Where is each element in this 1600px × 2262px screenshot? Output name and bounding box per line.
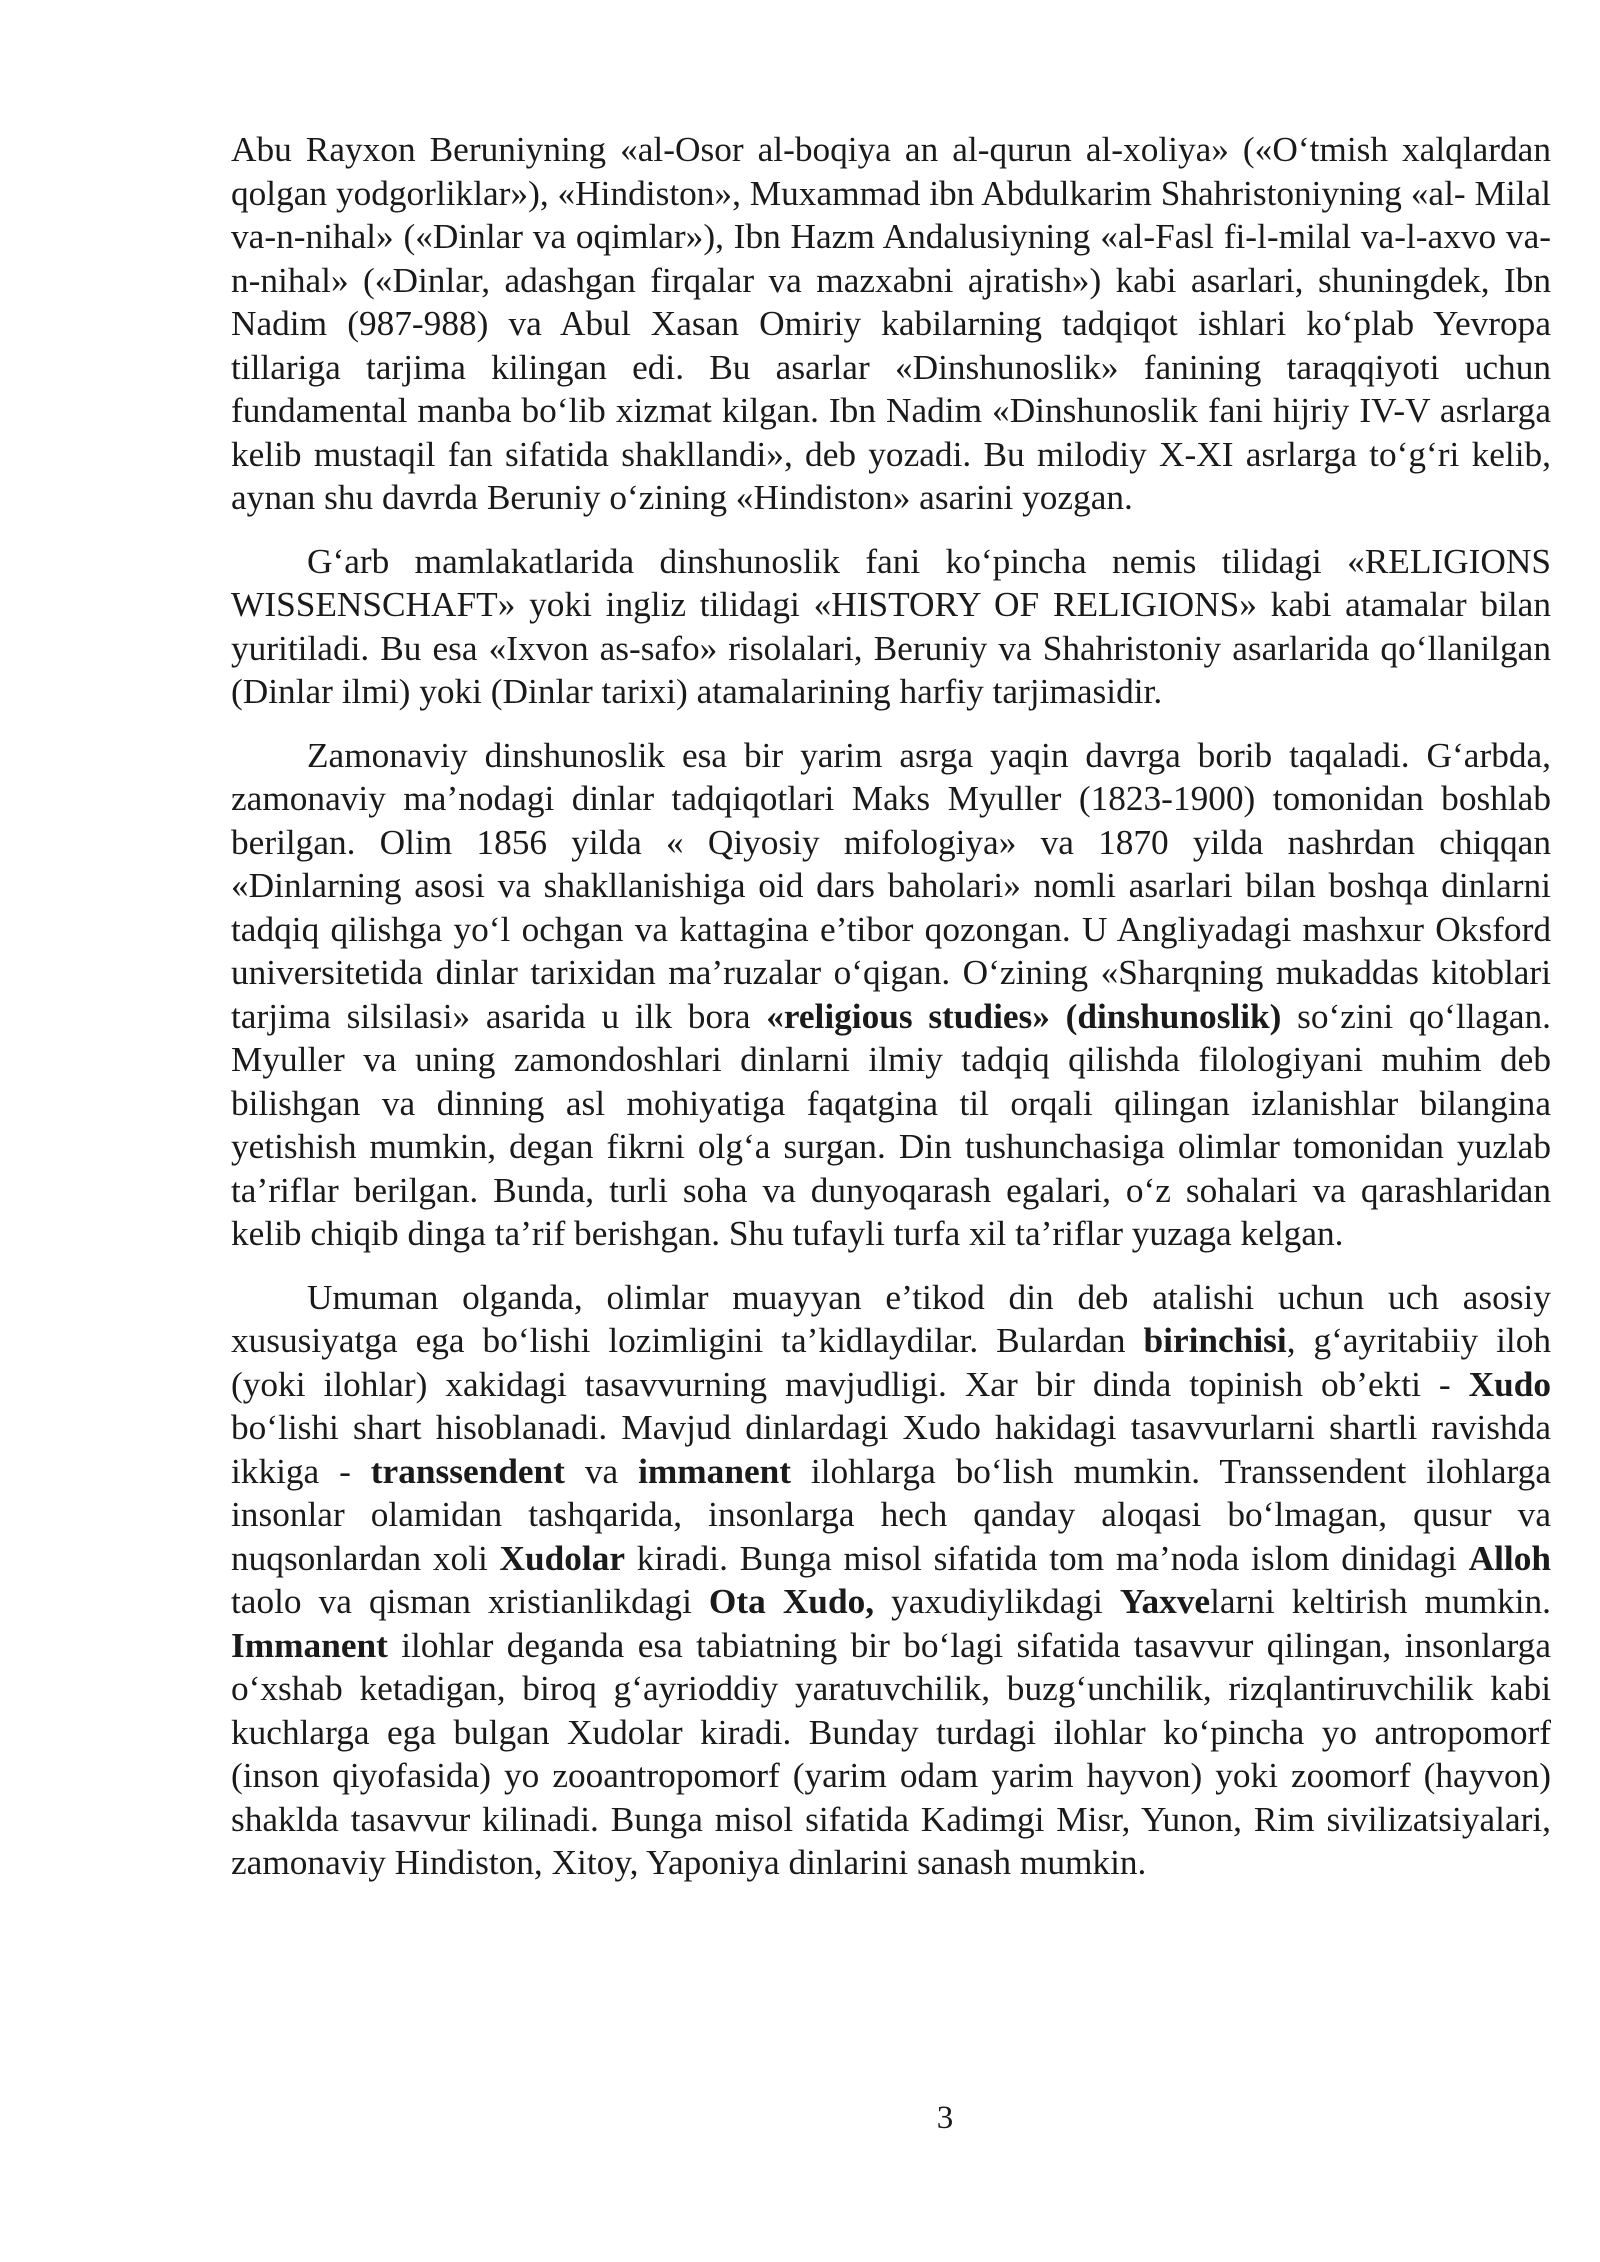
- paragraph-4-text-9: larni keltirish mumkin.: [1210, 1582, 1552, 1621]
- paragraph-4-text-10: ilohlar deganda esa tabiatning bir bo‘lagi sifatida tasavvur qilingan, insonlarga o‘xshab ketadigan, biroq g‘ayrioddiy yaratuvchilik, buzg‘unchilik, rizqlantiruvchilik kabi kuchlarga ega bulgan Xudolar kiradi. Bunday turdagi ilohlar ko‘pincha yo antropomorf (inson qiyofasida) yo zooantropomorf (yarim odam yarim hayvon) yoki zoomorf (hayvon) shaklda tasavvur kilinadi. Bunga misol sifatida Kadimgi Misr, Yunon, Rim sivilizatsiyalari, zamonaviy Hindiston, Xitoy, Yaponiya dinlarini sanash mumkin.: [231, 1625, 1551, 1882]
- document-page-body: [231, 128, 1551, 1905]
- paragraph-4-bold-6: Alloh: [1468, 1538, 1551, 1578]
- paragraph-4-text-4: va: [564, 1451, 639, 1491]
- paragraph-4-text-2: , g‘ayritabiiy iloh (yoki ilohlar) xakidagi tasavvurning mavjudligi. Xar bir dinda topinish ob’ekti -: [231, 1321, 1552, 1404]
- paragraph-1: [231, 128, 1551, 520]
- paragraph-4-bold-8: Yaxve: [1119, 1582, 1211, 1621]
- paragraph-4-text-1: Umuman olganda, olimlar muayyan e’tikod din deb atalishi uchun uch asosiy xususiyatga ega bo‘lishi lozimligini ta’kidlaydilar. Bulardan: [231, 1277, 1551, 1360]
- paragraph-1-text: Abu Rayxon Beruniyning «al-Osor al-boqiya an al-qurun al-xoliya» («O‘tmish xalqlardan qolgan yodgorliklar»), «Hindiston», Muxammad ibn Abdulkarim Shahristoniyning «al- Milal va-n-nihal» («Dinlar va oqimlar»), Ibn Hazm Andalusiyning «al-Fasl fi-l-milal va-l-axvo va-n-nihal» («Dinlar, adashgan firqalar va mazxabni ajratish») kabi asarlari, shuningdek, Ibn Nadim (987-988) va Abul Xasan Omiriy kabilarning tadqiqot ishlari ko‘plab Yevropa tillariga tarjima kilingan edi. Bu asarlar «Dinshunoslik» fanining taraqqiyoti uchun fundamental manba bo‘lib xizmat kilgan. Ibn Nadim «Dinshunoslik fani hijriy IV-V asrlarga kelib mustaqil fan sifatida shakllandi», deb yozadi. Bu milodiy X-XI asrlarga to‘g‘ri kelib, aynan shu davrda Beruniy o‘zining «Hindiston» asarini yozgan.: [231, 130, 1551, 517]
- paragraph-4-text-5: ilohlarga bo‘lish mumkin. Transsendent ilohlarga insonlar olamidan tashqarida, insonlarga hech qanday aloqasi bo‘lmagan, qusur va nuqsonlardan xoli: [231, 1451, 1551, 1578]
- paragraph-4-text-6: kiradi. Bunga misol sifatida tom ma’noda islom dinidagi: [625, 1538, 1469, 1578]
- paragraph-4-bold-3: transsendent: [370, 1451, 565, 1491]
- page-number: 3: [936, 2100, 954, 2136]
- paragraph-2: [231, 540, 1551, 714]
- paragraph-4-text-3: bo‘lishi shart hisoblanadi. Mavjud dinlardagi Xudo hakidagi tasavvurlarni shartli ravishda ikkiga -: [231, 1408, 1551, 1491]
- paragraph-4-bold-9: Immanent: [231, 1625, 388, 1665]
- paragraph-4-text-8: yaxudiylikdagi: [874, 1582, 1120, 1621]
- paragraph-4-bold-2: Xudo: [1468, 1364, 1551, 1404]
- paragraph-3-text-1: Zamonaviy dinshunoslik esa bir yarim asrga yaqin davrga borib taqaladi. G‘arbda, zamonaviy ma’nodagi dinlar tadqiqotlari Maks Myuller (1823-1900) tomonidan boshlab berilgan. Olim 1856 yilda « Qiyosiy mifologiya» va 1870 yilda nashrdan chiqqan «Dinlarning asosi va shakllanishiga oid dars baholari» nomli asarlari bilan boshqa dinlarni tadqiq qilishga yo‘l ochgan va kattagina e’tibor qozongan. U Angliyadagi mashxur Oksford universitetida dinlar tarixidan ma’ruzalar o‘qigan. O‘zining «Sharqning mukaddas kitoblari tarjima silsilasi» asarida u ilk bora: [231, 735, 1551, 1036]
- paragraph-4-bold-4: immanent: [638, 1451, 792, 1491]
- paragraph-3: [231, 734, 1551, 1256]
- paragraph-3-bold-term: «religious studies» (dinshunoslik): [766, 996, 1282, 1036]
- paragraph-4-bold-7: Ota Xudo,: [708, 1582, 875, 1621]
- paragraph-4-text-7: taolo va qisman xristianlikdagi: [231, 1582, 709, 1621]
- paragraph-4-bold-1: birinchisi: [1143, 1321, 1287, 1360]
- paragraph-4-bold-5: Xudolar: [499, 1538, 626, 1578]
- paragraph-2-text: G‘arb mamlakatlarida dinshunoslik fani ko‘pincha nemis tilidagi «RELIGIONS WISSENSCHAFT» yoki ingliz tilidagi «HISTORY OF RELIGIONS» kabi atamalar bilan yuritiladi. Bu esa «Ixvon as-safo» risolalari, Beruniy va Shahristoniy asarlarida qo‘llanilgan (Dinlar ilmi) yoki (Dinlar tarixi) atamalarining harfiy tarjimasidir.: [231, 541, 1551, 711]
- paragraph-3-text-2: so‘zini qo‘llagan. Myuller va uning zamondoshlari dinlarni ilmiy tadqiq qilishda filologiyani muhim deb bilishgan va dinning asl mohiyatiga faqatgina til orqali qilingan izlanishlar bilangina yetishish mumkin, degan fikrni olg‘a surgan. Din tushunchasiga olimlar tomonidan yuzlab ta’riflar berilgan. Bunda, turli soha va dunyoqarash egalari, o‘z sohalari va qarashlaridan kelib chiqib dinga ta’rif berishgan. Shu tufayli turfa xil ta’riflar yuzaga kelgan.: [231, 996, 1551, 1253]
- paragraph-4: [231, 1276, 1551, 1885]
